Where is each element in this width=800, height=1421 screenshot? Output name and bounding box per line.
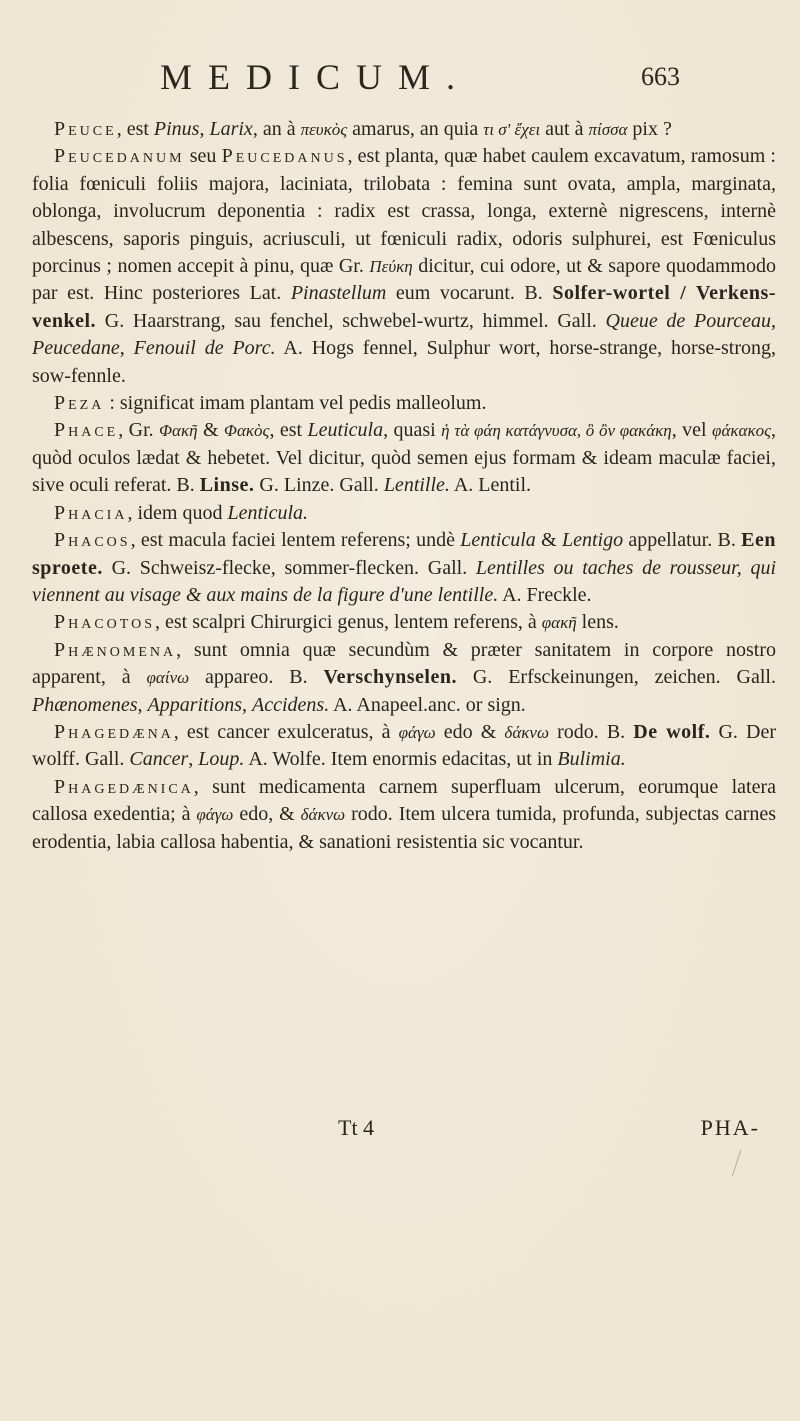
greek-term: φαίνω bbox=[146, 668, 190, 688]
entry-text: rodo. B. bbox=[548, 720, 634, 743]
entry-text: : significat imam plantam vel pedis malleolum. bbox=[104, 392, 487, 415]
italic-term: Lenticula bbox=[460, 529, 536, 552]
entry-headword: Phagedæna bbox=[54, 720, 174, 743]
dictionary-entry bbox=[32, 774, 776, 856]
entry-text: , an à bbox=[252, 118, 301, 140]
entry-text: , est planta, quæ habet caulem excavatum, ramosum : folia fœniculi foliis majora, laciniata, trilobata : femina sunt ovata, ampla, marginata, oblonga, involucrum deponentia : radix est crassa, longa, externè nigrescens, internè albescens, saporis pinguis, acriusculi, ut fœniculi radix, odoris sulphurei, est Fœniculus porcinus ; nomen accepit à pinu, quæ Gr. bbox=[32, 145, 776, 278]
italic-term: Peucedane bbox=[32, 337, 120, 360]
greek-term: φάκακος bbox=[712, 421, 772, 441]
entry-text: , sunt medicamenta carnem superfluam ulcerum, eorumque latera callosa exedentia; à bbox=[32, 775, 776, 826]
entry-text: G. Linze. Gall. bbox=[254, 474, 384, 497]
entry-text: , est scalpri Chirurgici genus, lentem referens, à bbox=[155, 611, 542, 634]
entry-text: pix ? bbox=[627, 118, 672, 140]
entry-text: , est macula faciei lentem referens; undè bbox=[130, 529, 461, 552]
dictionary-entry bbox=[32, 527, 776, 609]
dutch-term: De wolf. bbox=[633, 720, 711, 743]
page-header bbox=[160, 56, 680, 106]
dutch-term: Linse. bbox=[199, 474, 255, 497]
entry-text: , Gr. bbox=[118, 419, 160, 442]
entry-text: , bbox=[771, 309, 776, 332]
entry-text: A. Lentil. bbox=[449, 474, 532, 497]
entry-text: , quasi bbox=[383, 419, 442, 442]
entry-text: , bbox=[188, 748, 199, 771]
greek-term: Φακῆ bbox=[159, 421, 198, 441]
entry-text: , est bbox=[116, 118, 154, 140]
margin-mark bbox=[732, 1150, 747, 1179]
entry-text: A. Freckle. bbox=[498, 583, 592, 606]
entry-text: G. Schweisz-flecke, sommer-flecken. Gall. bbox=[102, 556, 476, 579]
entry-headword: Peucedanus bbox=[221, 145, 348, 168]
entry-text: dicitur, cui odore, ut & sapore quodammodo par est. Hinc posteriores Lat. bbox=[32, 255, 776, 305]
greek-term: δάκνω bbox=[300, 805, 346, 825]
entry-text: , bbox=[119, 337, 134, 360]
dutch-term: Verschynselen. bbox=[323, 666, 457, 689]
italic-term: Apparitions bbox=[147, 693, 242, 716]
entry-text: amarus, an quia bbox=[347, 118, 484, 140]
dictionary-entry bbox=[32, 143, 776, 390]
italic-term: Bulimia. bbox=[557, 748, 626, 771]
dictionary-entry bbox=[32, 609, 776, 636]
entry-text: eum vocarunt. B. bbox=[386, 282, 553, 305]
italic-term: Pinastellum bbox=[290, 282, 387, 305]
italic-term: Phænomenes bbox=[32, 693, 138, 716]
entry-text: G. Haarstrang, sau fenchel, schwebel-wurtz, himmel. Gall. bbox=[96, 309, 606, 332]
entry-headword: Phacos bbox=[54, 529, 131, 552]
dictionary-entry bbox=[32, 116, 776, 143]
greek-term: φάγω bbox=[398, 722, 436, 742]
entry-headword: Peza bbox=[54, 392, 105, 415]
italic-term: Larix bbox=[209, 118, 253, 140]
dictionary-text bbox=[32, 116, 776, 856]
entry-text: G. Der wolff. Gall. bbox=[32, 720, 777, 771]
page-number: 663 bbox=[641, 62, 680, 91]
greek-term: Φακὸς bbox=[224, 421, 270, 441]
dictionary-entry bbox=[32, 390, 776, 417]
greek-term: πευκὸς bbox=[300, 120, 348, 139]
italic-term: Leuticula bbox=[307, 419, 384, 442]
entry-headword: Phagedænica bbox=[54, 775, 194, 798]
entry-text: , quòd oculos lædat & hebetet. Vel dicitur, quòd semen ejus formam & ideam maculæ faciei, sive oculi referat. B. bbox=[32, 419, 777, 497]
italic-term: Cancer bbox=[129, 748, 189, 771]
entry-text: , vel bbox=[671, 419, 713, 442]
italic-term: Loup. bbox=[198, 748, 245, 771]
dictionary-entry bbox=[32, 719, 776, 774]
entry-text: A. Wolfe. Item enormis edacitas, ut in bbox=[244, 748, 558, 771]
entry-text: edo, & bbox=[233, 803, 301, 826]
entry-text: , est bbox=[269, 419, 308, 442]
italic-term: Queue de Pourceau bbox=[605, 309, 771, 332]
entry-text: appellatur. B. bbox=[623, 529, 742, 552]
italic-term: Fenouil de Porc. bbox=[133, 337, 276, 360]
entry-text: rodo. Item ulcera tumida, profunda, subjectas carnes erodentia, labia callosa habentia, & sanationi resistentia sic vocantur. bbox=[32, 803, 776, 853]
greek-term: πίσσα bbox=[588, 120, 628, 139]
entry-text: , bbox=[137, 693, 148, 716]
dictionary-entry bbox=[32, 637, 776, 719]
italic-term: Pinus bbox=[153, 118, 200, 140]
entry-text: , idem quod bbox=[127, 501, 228, 524]
catchword: PHA- bbox=[700, 1115, 760, 1140]
entry-headword: Phacia bbox=[54, 501, 128, 524]
italic-term: Lentilles ou taches de rousseur, qui viennent au visage & aux mains de la figure d'une lentille. bbox=[32, 556, 776, 606]
dutch-term: Solfer-wortel / Verkens-venkel. bbox=[32, 282, 776, 332]
greek-term: Πεύκη bbox=[369, 257, 413, 277]
page-footer bbox=[32, 1115, 776, 1145]
entry-text: seu bbox=[184, 145, 222, 168]
entry-text: , sunt omnia quæ secundùm & præter sanitatem in corpore nostro apparent, à bbox=[32, 638, 776, 689]
entry-text: A. Hogs fennel, Sulphur wort, horse-strange, horse-strong, sow-fennle. bbox=[32, 337, 777, 387]
dictionary-entry bbox=[32, 500, 776, 527]
dictionary-entry bbox=[32, 417, 776, 499]
greek-term: φακῆ bbox=[541, 613, 577, 633]
entry-text: & bbox=[197, 419, 225, 442]
entry-text: edo & bbox=[435, 720, 505, 743]
greek-term: τι σ' ἔχει bbox=[483, 120, 541, 139]
entry-text: , bbox=[199, 118, 210, 140]
entry-text: appareo. B. bbox=[189, 666, 324, 689]
greek-term: ἡ τὰ φάη κατάγνυσα, ὃ ὂν φακάκη bbox=[441, 421, 672, 441]
entry-headword: Phænomena bbox=[54, 638, 177, 661]
greek-term: φάγω bbox=[196, 805, 234, 825]
italic-term: Lentille. bbox=[383, 474, 450, 497]
italic-term: Lentigo bbox=[561, 529, 624, 552]
entry-text: lens. bbox=[576, 611, 619, 634]
entry-headword: Peucedanum bbox=[54, 145, 185, 168]
entry-headword: Phacotos bbox=[54, 611, 155, 634]
entry-text: G. Erfsckeinungen, zeichen. Gall. bbox=[456, 666, 776, 689]
entry-text: & bbox=[535, 529, 562, 552]
dutch-term: Een sproete. bbox=[32, 529, 776, 579]
entry-text: , est cancer exulceratus, à bbox=[173, 720, 399, 743]
greek-term: δάκνω bbox=[504, 722, 549, 742]
entry-headword: Peuce bbox=[54, 118, 117, 140]
running-title: MEDICUM. bbox=[160, 57, 472, 97]
italic-term: Lenticula. bbox=[227, 501, 309, 524]
entry-headword: Phace bbox=[54, 419, 119, 442]
italic-term: Accidens. bbox=[252, 693, 330, 716]
signature-mark: Tt 4 bbox=[338, 1115, 375, 1140]
entry-text: , bbox=[242, 693, 252, 716]
entry-text: A. Anapeel.anc. or sign. bbox=[329, 693, 526, 716]
entry-text: aut à bbox=[540, 118, 589, 140]
